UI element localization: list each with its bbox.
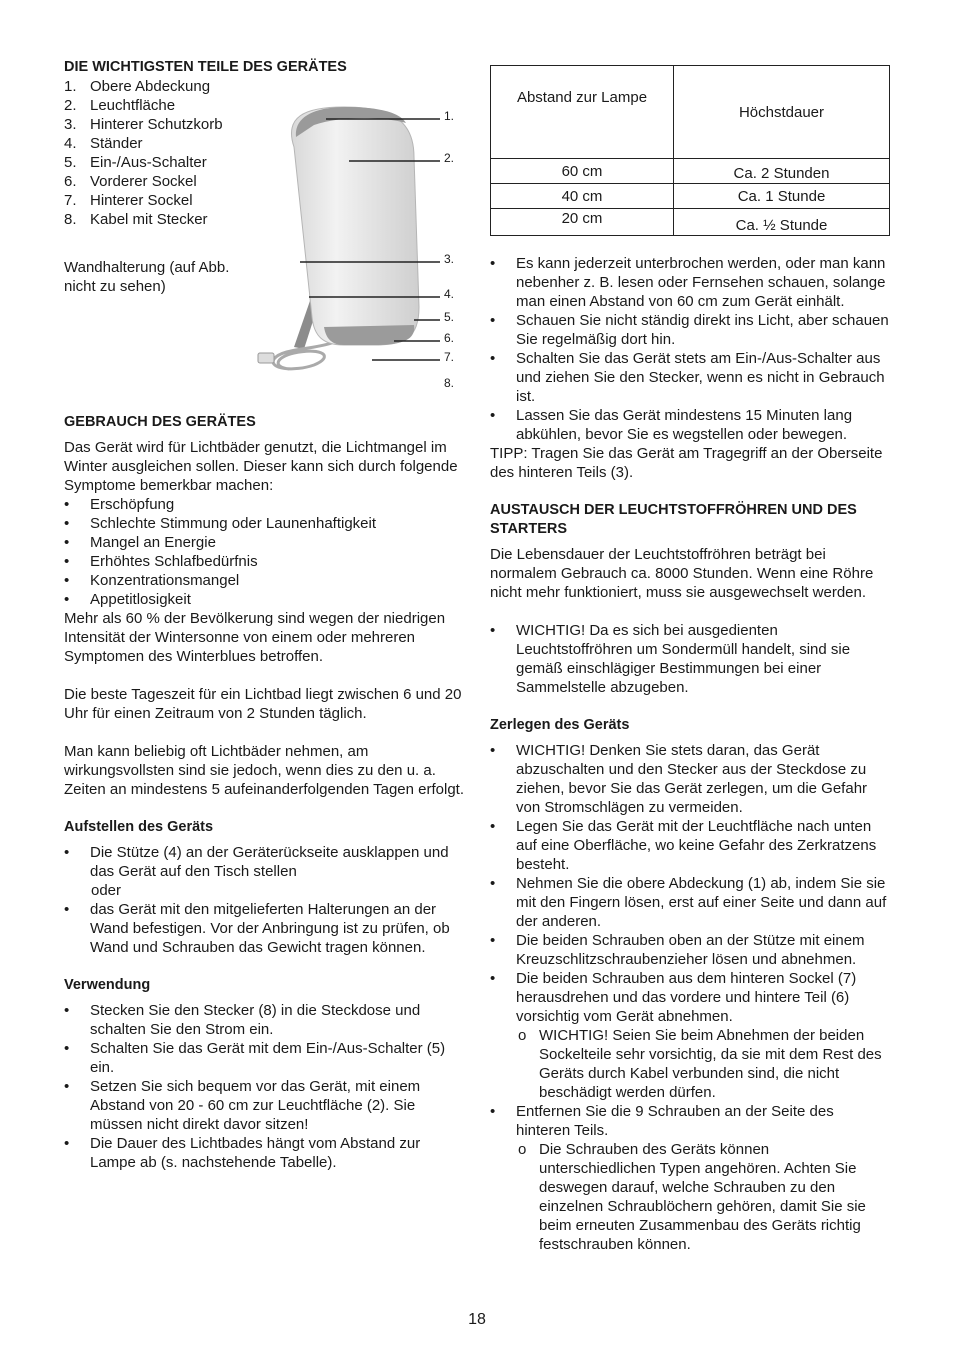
list-item: • WICHTIG! Da es sich bei ausgedienten Leuchtstoffröhren um Sondermüll handelt, sind sie gemäß einschlägiger Bestimmungen bei einer Sammelstelle abzugeben. [490,621,890,697]
table-row [491,209,890,236]
list-item: 5. Ein-/Aus-Schalter [64,154,207,171]
list-item: • Schauen Sie nicht ständig direkt ins Licht, aber schauen Sie regelmäßig dort hin. [490,311,890,349]
list-item: • Die Dauer des Lichtbades hängt vom Abstand zur Lampe ab (s. nachstehende Tabelle). [64,1134,464,1172]
disassemble-list [490,741,890,1254]
use-often: Man kann beliebig oft Lichtbäder nehmen, am wirkungsvollsten sind sie jedoch, wenn dies zu den u. a. Zeiten an mindestens 5 aufeinanderfolgenden Tagen erfolgt. [64,743,465,798]
list-item: • Stecken Sie den Stecker (8) in die Steckdose und schalten Sie den Strom ein. [64,1001,464,1039]
list-item: • Schalten Sie das Gerät mit dem Ein-/Aus-Schalter (5) ein. [64,1039,464,1077]
figure-label: 8. [444,376,455,390]
figure-label: 6. [444,331,455,345]
sub-list-item: o WICHTIG! Seien Sie beim Abnehmen der beiden Sockelteile sehr vorsichtig, da sie mit dem Rest des Geräts durch Kabel verbunden sind, die nicht beschädigt werden dürfen. [516,1026,890,1102]
list-item: • Die Stütze (4) an der Geräterückseite ausklappen und das Gerät auf den Tisch stellen oder [64,843,464,900]
sub-list-item: o Die Schrauben des Geräts können unterschiedlichen Typen angehören. Achten Sie deswegen darauf, welche Schrauben zu den einzelnen Schraublöchern gehören, damit Sie sie beim erneuten Zusammenbau des Geräts richtig festschrauben können. [516,1140,890,1254]
use-after: Mehr als 60 % der Bevölkerung sind wegen der niedrigen Intensität der Wintersonne von einem oder mehreren Symptomen des Winterblues betroffen. [64,610,446,665]
table-cell: Ca. 2 Stunden [674,159,890,184]
usage-list [64,1001,464,1172]
left-column [64,58,464,1172]
table-header-cell: Abstand zur Lampe [491,66,674,159]
list-item: • Es kann jederzeit unterbrochen werden, oder man kann nebenher z. B. lesen oder Fernsehen schauen, solange man einen Abstand von 60 cm zum Gerät einhält. [490,254,890,311]
list-item: • Lassen Sie das Gerät mindestens 15 Minuten lang abkühlen, bevor Sie es wegstellen oder bewegen. [490,406,890,444]
use-intro: Das Gerät wird für Lichtbäder genutzt, die Lichtmangel im Winter ausgleichen sollen. Dieser kann sich durch folgende Symptome bemerkbar machen: [64,439,458,494]
section-title-disassemble: Zerlegen des Geräts [490,717,630,733]
section-title-parts: DIE WICHTIGSTEN TEILE DES GERÄTES [64,59,347,75]
list-item: 1. Obere Abdeckung [64,78,211,95]
table-cell: 20 cm [491,209,674,236]
list-item: • Setzen Sie sich bequem vor das Gerät, mit einem Abstand von 20 - 60 cm zur Leuchtfläche (2). Sie müssen nicht direkt davor sitzen! [64,1077,464,1134]
replace-warning-list [490,621,890,697]
figure-label: 1. [444,109,455,123]
list-item: • Entfernen Sie die 9 Schrauben an der Seite des hinteren Teils. o Die Schrauben des Geräts können unterschiedlichen Typen angehören. Achten Sie deswegen darauf, welche Schrauben zu den einzelnen Schraublöchern gehören, damit Sie sie beim erneuten Zusammenbau des Geräts richtig festschrauben können. [490,1102,890,1254]
replace-text: Die Lebensdauer der Leuchtstoffröhren beträgt bei normalem Gebrauch ca. 8000 Stunden. Wenn eine Röhre nicht mehr funktioniert, muss sie ausgewechselt werden. [490,546,874,601]
list-item: • Schalten Sie das Gerät stets am Ein-/Aus-Schalter aus und ziehen Sie den Stecker, wenn es nicht in Gebrauch ist. [490,349,890,406]
list-item: • Appetitlosigkeit [64,590,464,609]
figure-label: 7. [444,350,455,364]
device-illustration [254,77,464,377]
table-row [491,159,890,184]
list-item: • Mangel an Energie [64,533,464,552]
use-best-time: Die beste Tageszeit für ein Lichtbad liegt zwischen 6 und 20 Uhr für einen Zeitraum von 2 Stunden täglich. [64,686,462,722]
list-item: • Schlechte Stimmung oder Launenhaftigkeit [64,514,464,533]
list-item: • Legen Sie das Gerät mit der Leuchtfläche nach unten auf eine Oberfläche, wo keine Gefahr des Zerkratzens besteht. [490,817,890,874]
figure-label: 5. [444,310,455,324]
section-title-setup: Aufstellen des Geräts [64,819,214,835]
list-item: • das Gerät mit den mitgelieferten Halterungen an der Wand befestigen. Vor der Anbringung ist zu prüfen, ob Wand und Schrauben das Gewicht tragen können. [64,900,464,957]
setup-list [64,843,464,957]
list-item: • Erhöhtes Schlafbedürfnis [64,552,464,571]
parts-list [64,77,264,229]
symptom-list [64,495,464,609]
table-row [491,184,890,209]
figure-label: 3. [444,252,455,266]
section-title-usage: Verwendung [64,977,151,993]
table-cell: 60 cm [491,159,674,184]
table-cell: Ca. 1 Stunde [674,184,890,209]
wall-mount-note: Wandhalterung (auf Abb. nicht zu sehen) [64,259,230,295]
list-item: • Erschöpfung [64,495,464,514]
list-item: 8. Kabel mit Stecker [64,211,208,228]
table-header-row [491,66,890,159]
setup-or: oder [91,882,122,899]
list-item: 7. Hinterer Sockel [64,192,193,209]
plug-shape [258,353,274,363]
tip-text: TIPP: Tragen Sie das Gerät am Tragegriff an der Oberseite des hinteren Teils (3). [490,445,883,481]
sub-list [516,1026,890,1102]
base-shape [324,325,414,345]
list-item: 2. Leuchtfläche [64,97,176,114]
list-item: • Konzentrationsmangel [64,571,464,590]
section-title-use: GEBRAUCH DES GERÄTES [64,414,256,430]
table-cell: 40 cm [491,184,674,209]
parts-section [64,77,464,390]
sub-list [516,1140,890,1254]
list-item: 3. Hinterer Schutzkorb [64,116,223,133]
duration-table [490,65,890,236]
figure-label: 2. [444,151,455,165]
section-title-replace: AUSTAUSCH DER LEUCHTSTOFFRÖHREN UND DES STARTERS [490,502,857,537]
table-cell: Ca. ½ Stunde [674,209,890,236]
list-item: • Nehmen Sie die obere Abdeckung (1) ab, indem Sie sie mit den Fingern lösen, erst auf einer Seite und dann auf der anderen. [490,874,890,931]
list-item: 4. Ständer [64,135,143,152]
usage-notes-list [490,254,890,444]
list-item: • WICHTIG! Denken Sie stets daran, das Gerät abzuschalten und den Stecker aus der Steckdose zu ziehen, bevor Sie das Gerät zerlegen, um die Gefahr von Stromschlägen zu vermeiden. [490,741,890,817]
figure-label: 4. [444,287,455,301]
list-item: 6. Vorderer Sockel [64,173,197,190]
table-header-cell: Höchstdauer [674,66,890,159]
list-item: • Die beiden Schrauben oben an der Stütze mit einem Kreuzschlitzschraubenzieher lösen und abnehmen. [490,931,890,969]
list-item: • Die beiden Schrauben aus dem hinteren Sockel (7) herausdrehen und das vordere und hintere Teil (6) vorsichtig vom Gerät abnehmen. o WICHTIG! Seien Sie beim Abnehmen der beiden Sockelteile sehr vorsichtig, da sie mit dem Rest des Geräts durch Kabel verbunden sind, die nicht beschädigt werden dürfen. [490,969,890,1102]
right-column [490,65,890,1254]
page-number: 18 [468,1311,486,1328]
